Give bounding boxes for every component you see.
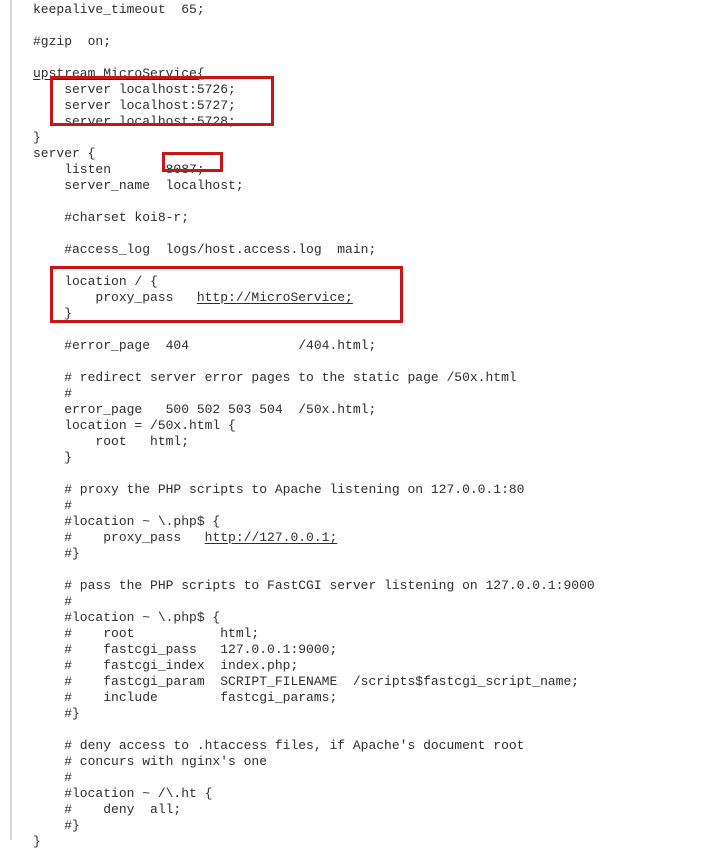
code-text: error_page 500 502 503 504 /50x.html; [33, 402, 377, 417]
code-text: #charset koi8-r; [33, 210, 190, 225]
page-margin-line [10, 0, 12, 840]
code-text: } [33, 130, 41, 145]
code-text: server { [33, 146, 96, 161]
code-line [33, 450, 595, 466]
code-text: server_name localhost; [33, 178, 244, 193]
code-line [33, 50, 595, 66]
code-line [33, 466, 595, 482]
code-line [33, 706, 595, 722]
code-line [33, 258, 595, 274]
code-line [33, 306, 595, 322]
code-line [33, 498, 595, 514]
code-line [33, 834, 595, 850]
code-text: #access_log logs/host.access.log main; [33, 242, 377, 257]
code-line [33, 114, 595, 130]
code-text: # redirect server error pages to the static page /50x.html [33, 370, 517, 385]
code-line [33, 578, 595, 594]
code-text: #} [33, 546, 80, 561]
code-line [33, 610, 595, 626]
code-text: location = /50x.html { [33, 418, 236, 433]
code-line [33, 754, 595, 770]
code-line [33, 482, 595, 498]
code-line [33, 130, 595, 146]
code-line [33, 98, 595, 114]
code-text: #error_page 404 /404.html; [33, 338, 377, 353]
code-text: # [33, 498, 73, 513]
code-text: #location ~ \.php$ { [33, 610, 221, 625]
code-line [33, 386, 595, 402]
code-text: # [33, 386, 73, 401]
code-line [33, 146, 595, 162]
code-line [33, 194, 595, 210]
code-line [33, 178, 595, 194]
code-line [33, 786, 595, 802]
code-line [33, 162, 595, 178]
code-line [33, 434, 595, 450]
code-text: listen 8087; [33, 162, 205, 177]
code-line [33, 802, 595, 818]
code-text: # proxy_pass [33, 530, 205, 545]
code-text: # fastcgi_index index.php; [33, 658, 299, 673]
code-text: # deny access to .htaccess files, if Apache's document root [33, 738, 525, 753]
code-text: server localhost:5728; [33, 114, 236, 129]
nginx-config-text [33, 2, 595, 850]
code-line [33, 562, 595, 578]
code-line [33, 338, 595, 354]
code-line [33, 370, 595, 386]
code-line [33, 738, 595, 754]
code-text: # pass the PHP scripts to FastCGI server listening on 127.0.0.1:9000 [33, 578, 595, 593]
code-line [33, 402, 595, 418]
localhost-proxy-link[interactable]: http://127.0.0.1; [204, 530, 338, 545]
code-line [33, 818, 595, 834]
code-text: server localhost:5727; [33, 98, 236, 113]
code-text: } [33, 450, 73, 465]
upstream-microservice-declaration: upstream MicroService{ [33, 66, 205, 81]
code-text: # include fastcgi_params; [33, 690, 338, 705]
code-line [33, 66, 595, 82]
code-text: root html; [33, 434, 190, 449]
code-text: #} [33, 706, 80, 721]
code-line [33, 82, 595, 98]
code-line [33, 274, 595, 290]
code-text: } [33, 834, 41, 849]
code-line [33, 514, 595, 530]
code-line [33, 418, 595, 434]
code-line [33, 722, 595, 738]
code-text: } [33, 306, 73, 321]
code-text: # fastcgi_param SCRIPT_FILENAME /scripts$fastcgi_script_name; [33, 674, 580, 689]
code-line [33, 594, 595, 610]
code-text: # root html; [33, 626, 260, 641]
code-line [33, 18, 595, 34]
code-text: #location ~ /\.ht { [33, 786, 213, 801]
code-line [33, 770, 595, 786]
code-line [33, 242, 595, 258]
code-line [33, 674, 595, 690]
code-line [33, 354, 595, 370]
code-line [33, 322, 595, 338]
code-line [33, 642, 595, 658]
code-line [33, 210, 595, 226]
code-text: keepalive_timeout 65; [33, 2, 205, 17]
code-text: location / { [33, 274, 158, 289]
code-text: server localhost:5726; [33, 82, 236, 97]
code-line [33, 226, 595, 242]
code-line [33, 34, 595, 50]
code-text: #location ~ \.php$ { [33, 514, 221, 529]
code-text: # deny all; [33, 802, 182, 817]
code-line [33, 626, 595, 642]
code-text: # concurs with nginx's one [33, 754, 268, 769]
code-text: # [33, 594, 73, 609]
code-text: # proxy the PHP scripts to Apache listening on 127.0.0.1:80 [33, 482, 525, 497]
code-line [33, 2, 595, 18]
code-text: proxy_pass [33, 290, 197, 305]
microservice-upstream-link[interactable]: http://MicroService; [196, 290, 353, 305]
code-text: # fastcgi_pass 127.0.0.1:9000; [33, 642, 338, 657]
code-line [33, 290, 595, 306]
code-text: #} [33, 818, 80, 833]
code-text: # [33, 770, 73, 785]
code-line [33, 690, 595, 706]
code-line [33, 658, 595, 674]
code-line [33, 530, 595, 546]
code-line [33, 546, 595, 562]
code-text: #gzip on; [33, 34, 112, 49]
